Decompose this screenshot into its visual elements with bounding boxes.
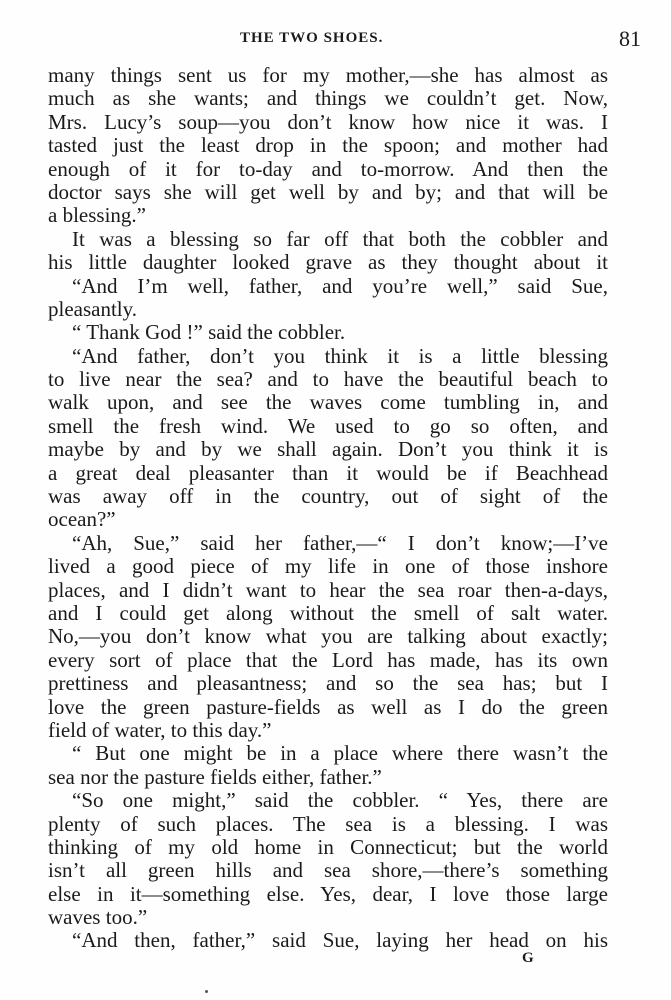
text-line: enough of it for to-day and to-morrow. And then the (48, 156, 608, 181)
text-line: sea nor the pasture fields either, father.” (48, 764, 382, 789)
text-line: love the green pasture-fields as well as I do the green (48, 694, 608, 719)
text-line: pleasantly. (48, 296, 138, 321)
text-line: to live near the sea? and to have the beautiful beach to (48, 367, 608, 392)
page-number: 81 (619, 26, 641, 51)
paper-speck (205, 990, 208, 993)
text-line: “And I’m well, father, and you’re well,” said Sue, (72, 273, 608, 298)
text-line: places, and I didn’t want to hear the sea roar then-a-days, (48, 577, 608, 602)
text-line: a blessing.” (48, 203, 146, 228)
text-line: much as she wants; and things we couldn’t get. Now, (48, 86, 608, 111)
text-line: “ But one might be in a place where there wasn’t the (72, 741, 608, 766)
text-line: No,—you don’t know what you are talking about exactly; (48, 624, 608, 649)
text-line: plenty of such places. The sea is a blessing. I was (48, 811, 608, 836)
text-line: walk upon, and see the waves come tumbling in, and (48, 390, 608, 415)
text-line: “And father, don’t you think it is a little blessing (72, 343, 608, 368)
text-line: “Ah, Sue,” said her father,—“ I don’t know;—I’ve (72, 530, 608, 555)
text-line: Mrs. Lucy’s soup—you don’t know how nice it was. I (48, 109, 608, 134)
body-text (48, 64, 608, 953)
text-line: lived a good piece of my life in one of those inshore (48, 554, 608, 579)
text-line: “ Thank God !” said the cobbler. (72, 320, 346, 345)
text-line: many things sent us for my mother,—she has almost as (48, 63, 608, 87)
text-line: a great deal pleasanter than it would be if Beachhead (48, 460, 608, 485)
text-line: thinking of my old home in Connecticut; but the world (48, 834, 608, 859)
text-line: maybe by and by we shall again. Don’t you think it is (48, 437, 608, 462)
text-line: isn’t all green hills and sea shore,—there’s something (48, 858, 608, 883)
text-line: “So one might,” said the cobbler. “ Yes, there are (72, 788, 608, 813)
text-line: waves too.” (48, 905, 148, 930)
text-line: was away off in the country, out of sight of the (48, 484, 608, 509)
text-line: smell the fresh wind. We used to go so often, and (48, 413, 608, 438)
text-line: and I could get along without the smell of salt water. (48, 600, 608, 625)
text-line: every sort of place that the Lord has made, has its own (48, 647, 608, 672)
text-line: It was a blessing so far off that both the cobbler and (72, 226, 608, 251)
text-line: else in it—something else. Yes, dear, I love those large (48, 881, 608, 906)
text-line: ocean?” (48, 507, 116, 532)
text-line: his little daughter looked grave as they thought about it (48, 250, 608, 275)
text-line: doctor says she will get well by and by; and that will be (48, 179, 608, 204)
signature-mark: G (522, 950, 534, 966)
text-line: “And then, father,” said Sue, laying her head on his (72, 928, 608, 953)
running-title: THE TWO SHOES. (240, 30, 384, 46)
text-line: prettiness and pleasantness; and so the sea has; but I (48, 671, 608, 696)
text-line: field of water, to this day.” (48, 717, 272, 742)
text-line: tasted just the least drop in the spoon; and mother had (48, 133, 608, 158)
